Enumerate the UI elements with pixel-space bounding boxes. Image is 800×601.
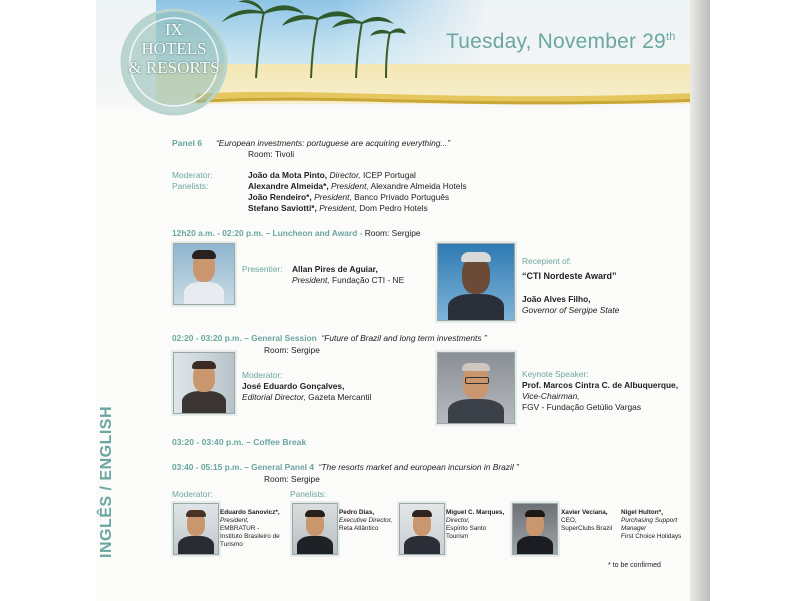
session-moderator-label: Moderator: <box>242 370 283 380</box>
panelist-role: CEO, <box>561 517 577 524</box>
panelist-org: First Choice Holidays <box>621 533 682 540</box>
panelist-photo <box>512 503 558 555</box>
luncheon-heading: 12h20 a.m. - 02:20 p.m. – Luncheon and Award - Room: Sergipe <box>172 228 421 238</box>
wave-decoration <box>196 84 706 106</box>
coffee-break: 03:20 - 03:40 p.m. – Coffee Break <box>172 437 307 447</box>
panelist-role: Executive Director, <box>339 517 393 524</box>
award-recipient-photo <box>437 243 515 321</box>
panel4-moderator-org: EMBRATUR - <box>220 525 260 532</box>
panel4-moderator-org: Instituto Brasileiro de <box>220 533 280 540</box>
page-date: Tuesday, November 29th <box>446 30 676 53</box>
panelist-org: Reta Atlântico <box>339 525 379 532</box>
session-moderator-title: Editorial Director, Gazeta Mercantil <box>242 392 372 402</box>
panelist-role: Manager <box>621 525 647 532</box>
panelist-name: Xavier Veciana, <box>561 509 608 516</box>
panel6-title: “European investments: portuguese are acquiring everything...” <box>216 138 451 148</box>
panel6-label: Panel 6 <box>172 138 203 148</box>
keynote-name: Prof. Marcos Cintra C. de Albuquerque, <box>522 380 679 390</box>
panel6-moderator-label: Moderator: <box>172 170 213 180</box>
palm-trees-image <box>216 0 406 80</box>
panel6-panelists-label: Panelists: <box>172 181 209 191</box>
recipient-name: João Alves Filho, <box>522 294 591 304</box>
panelist-photo <box>399 503 445 555</box>
panelist-role: Purchasing Support <box>621 517 678 524</box>
panel6-panelist: Alexandre Almeida*, President, Alexandre Almeida Hotels <box>248 181 467 191</box>
panelist-org: SuperClubs Brazil <box>561 525 613 532</box>
panelist-photo <box>292 503 338 555</box>
presenter-label: Presentier: <box>242 264 283 274</box>
panel4-room: Room: Sergipe <box>264 474 320 484</box>
presenter-photo <box>173 243 235 305</box>
panel4-moderator-role: President, <box>220 517 249 524</box>
session-heading: 02:20 - 03:20 p.m. – General Session “Future of Brazil and long term investments ” <box>172 333 487 343</box>
panelist-name: Miguel C. Marques, <box>446 509 505 516</box>
keynote-label: Keynote Speaker: <box>522 369 589 379</box>
panel4-moderator-name: Eduardo Sanovicz*, <box>220 509 280 516</box>
footnote: * to be confirmed <box>608 562 661 569</box>
panel4-moderator-org: Turismo <box>220 541 243 548</box>
panel6-panelist: Stefano Saviotti*, President, Dom Pedro Hotels <box>248 203 428 213</box>
session-room: Room: Sergipe <box>264 345 320 355</box>
presenter-name: Allan Pires de Aguiar, <box>292 264 378 274</box>
panelist-org: Espírito Santo <box>446 525 487 532</box>
panelist-name: Pedro Dias, <box>339 509 375 516</box>
event-logo-text: IX HOTELS & RESORTS <box>128 20 220 77</box>
panelist-org: Tourism <box>446 533 469 540</box>
page-gutter <box>690 0 710 601</box>
recipient-label: Recepient of: <box>522 256 572 266</box>
panel6-panelist: João Rendeiro*, President, Banco Privado Português <box>248 192 450 202</box>
panel4-moderator-photo <box>173 503 219 555</box>
program-page <box>96 0 706 601</box>
panelist-role: Director, <box>446 517 470 524</box>
keynote-org: FGV - Fundação Getúlio Vargas <box>522 402 642 412</box>
panel4-panelists-label: Panelists: <box>290 489 327 499</box>
presenter-title: President, Fundação CTI - NE <box>292 275 405 285</box>
session-moderator-name: José Eduardo Gonçalves, <box>242 381 345 391</box>
panel4-heading: 03:40 - 05:15 p.m. – General Panel 4 “The resorts market and european incursion in Brazil ” <box>172 462 519 472</box>
panelist-name: Nigel Hulton*, <box>621 509 663 516</box>
panel4-moderator-label: Moderator: <box>172 489 213 499</box>
panel6-moderator: João da Mota Pinto, Director, ICEP Portugal <box>248 170 416 180</box>
recipient-title: Governor of Sergipe State <box>522 305 620 315</box>
panel6-room: Room: Tivoli <box>248 149 295 159</box>
keynote-role: Vice-Chairman, <box>522 391 580 401</box>
award-name: “CTI Nordeste Award” <box>522 271 617 281</box>
language-label: INGLÊS / ENGLISH <box>98 405 115 558</box>
session-moderator-photo <box>173 352 235 414</box>
keynote-speaker-photo <box>437 352 515 424</box>
